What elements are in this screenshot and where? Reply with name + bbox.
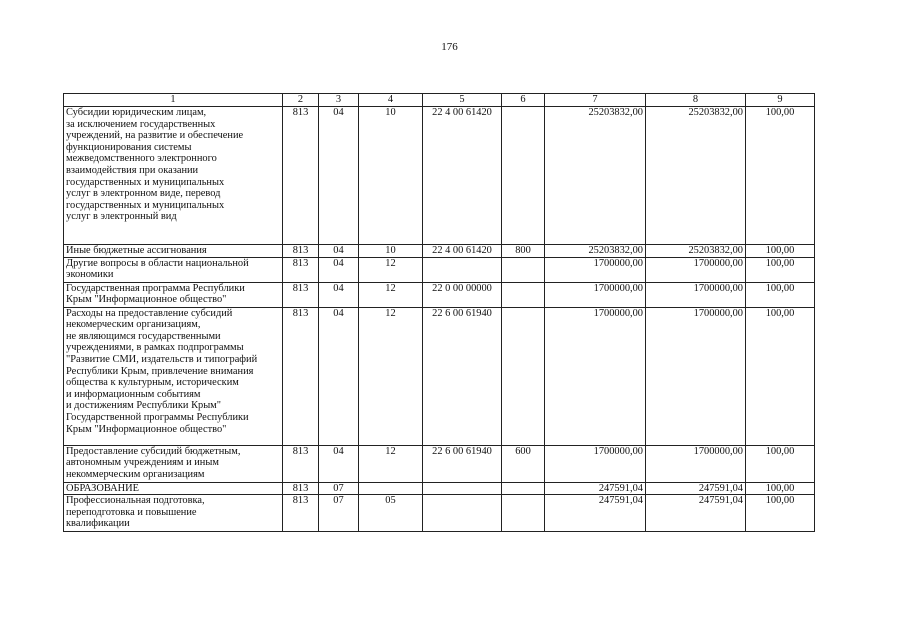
row-approved-amount-cell: 247591,04 [545, 495, 646, 532]
row-subsection-cell [359, 482, 423, 495]
row-target-article-cell [423, 482, 502, 495]
row-admin-code-cell: 813 [283, 482, 319, 495]
header-col-5: 5 [423, 94, 502, 107]
header-col-2: 2 [283, 94, 319, 107]
row-percent-cell: 100,00 [746, 245, 815, 258]
header-col-8: 8 [646, 94, 746, 107]
row-subsection-cell: 12 [359, 445, 423, 482]
row-expense-type-cell [502, 257, 545, 282]
row-section-cell: 07 [319, 482, 359, 495]
row-approved-amount-cell: 1700000,00 [545, 257, 646, 282]
row-name-cell: Предоставление субсидий бюджетным, автономным учреждениям и иным некоммерческим организациям [64, 445, 283, 482]
row-subsection-cell: 05 [359, 495, 423, 532]
row-executed-amount-cell: 1700000,00 [646, 282, 746, 307]
row-executed-amount-cell: 25203832,00 [646, 245, 746, 258]
row-executed-amount-cell: 1700000,00 [646, 257, 746, 282]
row-name-cell: ОБРАЗОВАНИЕ [64, 482, 283, 495]
row-admin-code-cell: 813 [283, 307, 319, 445]
row-section-cell: 04 [319, 245, 359, 258]
row-percent-cell: 100,00 [746, 482, 815, 495]
row-approved-amount-cell: 25203832,00 [545, 245, 646, 258]
row-percent-cell: 100,00 [746, 445, 815, 482]
row-approved-amount-cell: 1700000,00 [545, 282, 646, 307]
header-row [64, 94, 815, 107]
row-name-cell: Государственная программа Республики Крым "Информационное общество" [64, 282, 283, 307]
row-executed-amount-cell: 1700000,00 [646, 445, 746, 482]
row-approved-amount-cell: 1700000,00 [545, 307, 646, 445]
row-subsection-cell: 12 [359, 307, 423, 445]
page-number: 176 [441, 41, 458, 53]
table-row [64, 445, 815, 482]
row-percent-cell: 100,00 [746, 307, 815, 445]
row-executed-amount-cell: 25203832,00 [646, 107, 746, 245]
row-target-article-cell: 22 4 00 61420 [423, 245, 502, 258]
table-row [64, 107, 815, 245]
row-name-cell: Иные бюджетные ассигнования [64, 245, 283, 258]
row-expense-type-cell [502, 107, 545, 245]
header-col-6: 6 [502, 94, 545, 107]
row-percent-cell: 100,00 [746, 107, 815, 245]
row-target-article-cell: 22 6 00 61940 [423, 307, 502, 445]
row-section-cell: 04 [319, 307, 359, 445]
table-row [64, 257, 815, 282]
row-subsection-cell: 12 [359, 257, 423, 282]
row-target-article-cell: 22 0 00 00000 [423, 282, 502, 307]
row-executed-amount-cell: 247591,04 [646, 495, 746, 532]
row-target-article-cell [423, 495, 502, 532]
row-admin-code-cell: 813 [283, 257, 319, 282]
row-section-cell: 04 [319, 445, 359, 482]
row-name-cell: Субсидии юридическим лицам, за исключением государственных учреждений, на развитие и обеспечение функционирования системы межведомственного электронного взаимодействия при оказании государственных и муниципальных услуг в электронном виде, перевод государственных и муниципальных услуг в электронный вид [64, 107, 283, 245]
row-target-article-cell: 22 6 00 61940 [423, 445, 502, 482]
row-target-article-cell: 22 4 00 61420 [423, 107, 502, 245]
row-approved-amount-cell: 247591,04 [545, 482, 646, 495]
row-section-cell: 04 [319, 257, 359, 282]
row-expense-type-cell [502, 495, 545, 532]
row-percent-cell: 100,00 [746, 495, 815, 532]
table-row [64, 245, 815, 258]
row-name-cell: Профессиональная подготовка, переподготовка и повышение квалификации [64, 495, 283, 532]
row-subsection-cell: 10 [359, 245, 423, 258]
header-col-1: 1 [64, 94, 283, 107]
row-expense-type-cell [502, 307, 545, 445]
table-row [64, 495, 815, 532]
budget-table [63, 93, 815, 532]
header-col-9: 9 [746, 94, 815, 107]
row-expense-type-cell [502, 482, 545, 495]
table-row [64, 307, 815, 445]
row-expense-type-cell: 600 [502, 445, 545, 482]
header-col-4: 4 [359, 94, 423, 107]
row-admin-code-cell: 813 [283, 282, 319, 307]
row-subsection-cell: 12 [359, 282, 423, 307]
row-admin-code-cell: 813 [283, 495, 319, 532]
header-col-7: 7 [545, 94, 646, 107]
row-target-article-cell [423, 257, 502, 282]
row-percent-cell: 100,00 [746, 282, 815, 307]
row-approved-amount-cell: 25203832,00 [545, 107, 646, 245]
row-approved-amount-cell: 1700000,00 [545, 445, 646, 482]
row-admin-code-cell: 813 [283, 107, 319, 245]
header-col-3: 3 [319, 94, 359, 107]
row-expense-type-cell [502, 282, 545, 307]
row-name-cell: Другие вопросы в области национальной экономики [64, 257, 283, 282]
table-row [64, 282, 815, 307]
row-section-cell: 04 [319, 107, 359, 245]
row-admin-code-cell: 813 [283, 245, 319, 258]
row-subsection-cell: 10 [359, 107, 423, 245]
row-section-cell: 04 [319, 282, 359, 307]
row-executed-amount-cell: 1700000,00 [646, 307, 746, 445]
row-admin-code-cell: 813 [283, 445, 319, 482]
row-percent-cell: 100,00 [746, 257, 815, 282]
row-expense-type-cell: 800 [502, 245, 545, 258]
row-name-cell: Расходы на предоставление субсидий некомерческим организациям, не являющимся государственными учреждениями, в рамках подпрограммы "Развитие СМИ, издательств и типографий Республики Крым, привлечение внимания общества к культурным, историческим и информационным событиям и достижениям Республики Крым" Государственной программы Республики Крым "Информационное общество" [64, 307, 283, 445]
row-executed-amount-cell: 247591,04 [646, 482, 746, 495]
table-row [64, 482, 815, 495]
row-section-cell: 07 [319, 495, 359, 532]
